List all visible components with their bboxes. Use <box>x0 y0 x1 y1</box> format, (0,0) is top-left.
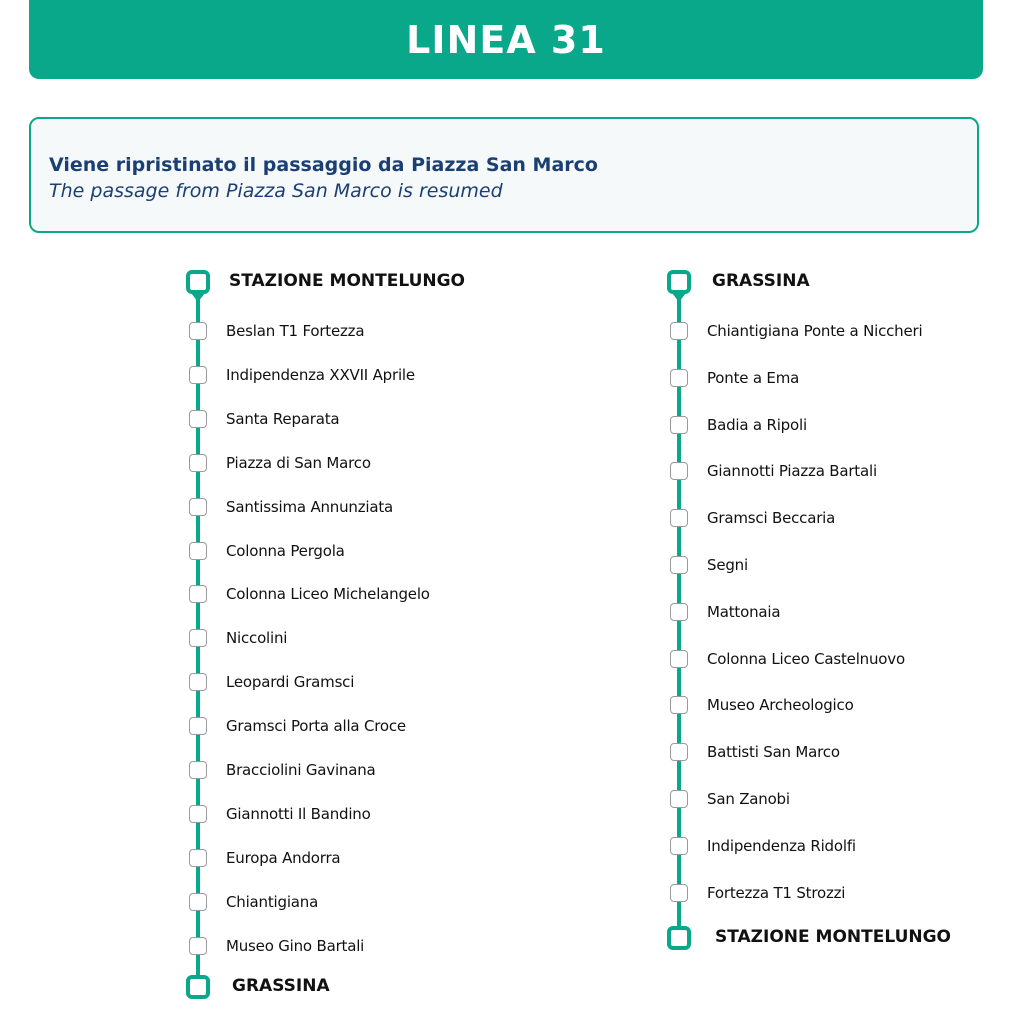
stop-name: Santissima Annunziata <box>226 497 394 516</box>
stop-name: Mattonaia <box>707 602 781 621</box>
stop-marker-icon <box>670 743 688 761</box>
end-terminal-icon <box>186 975 210 999</box>
stop-name: Gramsci Beccaria <box>707 509 836 528</box>
stop-name: Indipendenza XXVII Aprile <box>226 365 415 384</box>
start-terminal-label: STAZIONE MONTELUNGO <box>229 271 466 291</box>
stop-marker-icon <box>189 849 207 867</box>
stop-name: Fortezza T1 Strozzi <box>707 883 846 902</box>
stop-name: Segni <box>707 556 748 574</box>
end-terminal-icon <box>667 926 691 950</box>
stop-marker-icon <box>670 696 688 714</box>
stop-name: Leopardi Gramsci <box>226 673 355 692</box>
stop-marker-icon <box>670 556 688 574</box>
stop-name: Colonna Pergola <box>226 541 345 560</box>
start-terminal-icon <box>667 270 691 294</box>
stop-marker-icon <box>189 542 207 560</box>
stop-name: Museo Archeologico <box>707 696 854 715</box>
stop-name: Beslan T1 Fortezza <box>226 322 365 340</box>
stop-name: Santa Reparata <box>226 409 340 428</box>
stop-marker-icon <box>670 462 688 480</box>
stop-name: Niccolini <box>226 629 288 648</box>
notice-english: The passage from Piazza San Marco is resumed <box>49 180 503 202</box>
stop-marker-icon <box>670 322 688 340</box>
stop-marker-icon <box>189 805 207 823</box>
stop-name: Giannotti Il Bandino <box>226 804 371 823</box>
stop-name: Badia a Ripoli <box>707 415 807 434</box>
stop-marker-icon <box>189 366 207 384</box>
stop-marker-icon <box>189 410 207 428</box>
stop-name: Battisti San Marco <box>707 743 840 762</box>
stop-marker-icon <box>189 454 207 472</box>
line-title: LINEA 31 <box>406 17 606 62</box>
stop-name: Piazza di San Marco <box>226 453 371 472</box>
stop-marker-icon <box>670 884 688 902</box>
direction-arrow-icon <box>191 293 205 302</box>
stop-marker-icon <box>189 893 207 911</box>
stop-marker-icon <box>189 937 207 955</box>
stop-marker-icon <box>189 585 207 603</box>
line-header <box>29 0 983 79</box>
end-terminal-label: STAZIONE MONTELUNGO <box>715 927 952 947</box>
stop-marker-icon <box>670 369 688 387</box>
stop-marker-icon <box>189 761 207 779</box>
service-notice <box>29 117 979 233</box>
stop-marker-icon <box>189 717 207 735</box>
stop-name: Indipendenza Ridolfi <box>707 836 856 855</box>
stop-name: Chiantigiana <box>226 892 319 911</box>
start-terminal-label: GRASSINA <box>712 271 810 291</box>
start-terminal-icon <box>186 270 210 294</box>
stop-name: San Zanobi <box>707 790 790 808</box>
notice-italian: Viene ripristinato il passaggio da Piazza San Marco <box>49 154 598 176</box>
stop-name: Giannotti Piazza Bartali <box>707 462 877 481</box>
stop-marker-icon <box>189 322 207 340</box>
stop-name: Bracciolini Gavinana <box>226 761 376 779</box>
stop-marker-icon <box>670 603 688 621</box>
stop-marker-icon <box>670 837 688 855</box>
stop-marker-icon <box>189 673 207 691</box>
end-terminal-label: GRASSINA <box>232 976 330 996</box>
stop-name: Europa Andorra <box>226 848 341 867</box>
stop-name: Ponte a Ema <box>707 368 800 387</box>
stop-name: Colonna Liceo Castelnuovo <box>707 649 905 668</box>
stop-marker-icon <box>670 509 688 527</box>
stop-name: Museo Gino Bartali <box>226 936 365 955</box>
stop-name: Chiantigiana Ponte a Niccheri <box>707 322 923 340</box>
stop-name: Gramsci Porta alla Croce <box>226 717 406 736</box>
stop-marker-icon <box>189 498 207 516</box>
direction-arrow-icon <box>672 293 686 302</box>
stop-name: Colonna Liceo Michelangelo <box>226 585 430 604</box>
stop-marker-icon <box>670 650 688 668</box>
stop-marker-icon <box>670 416 688 434</box>
stop-marker-icon <box>189 629 207 647</box>
stop-marker-icon <box>670 790 688 808</box>
